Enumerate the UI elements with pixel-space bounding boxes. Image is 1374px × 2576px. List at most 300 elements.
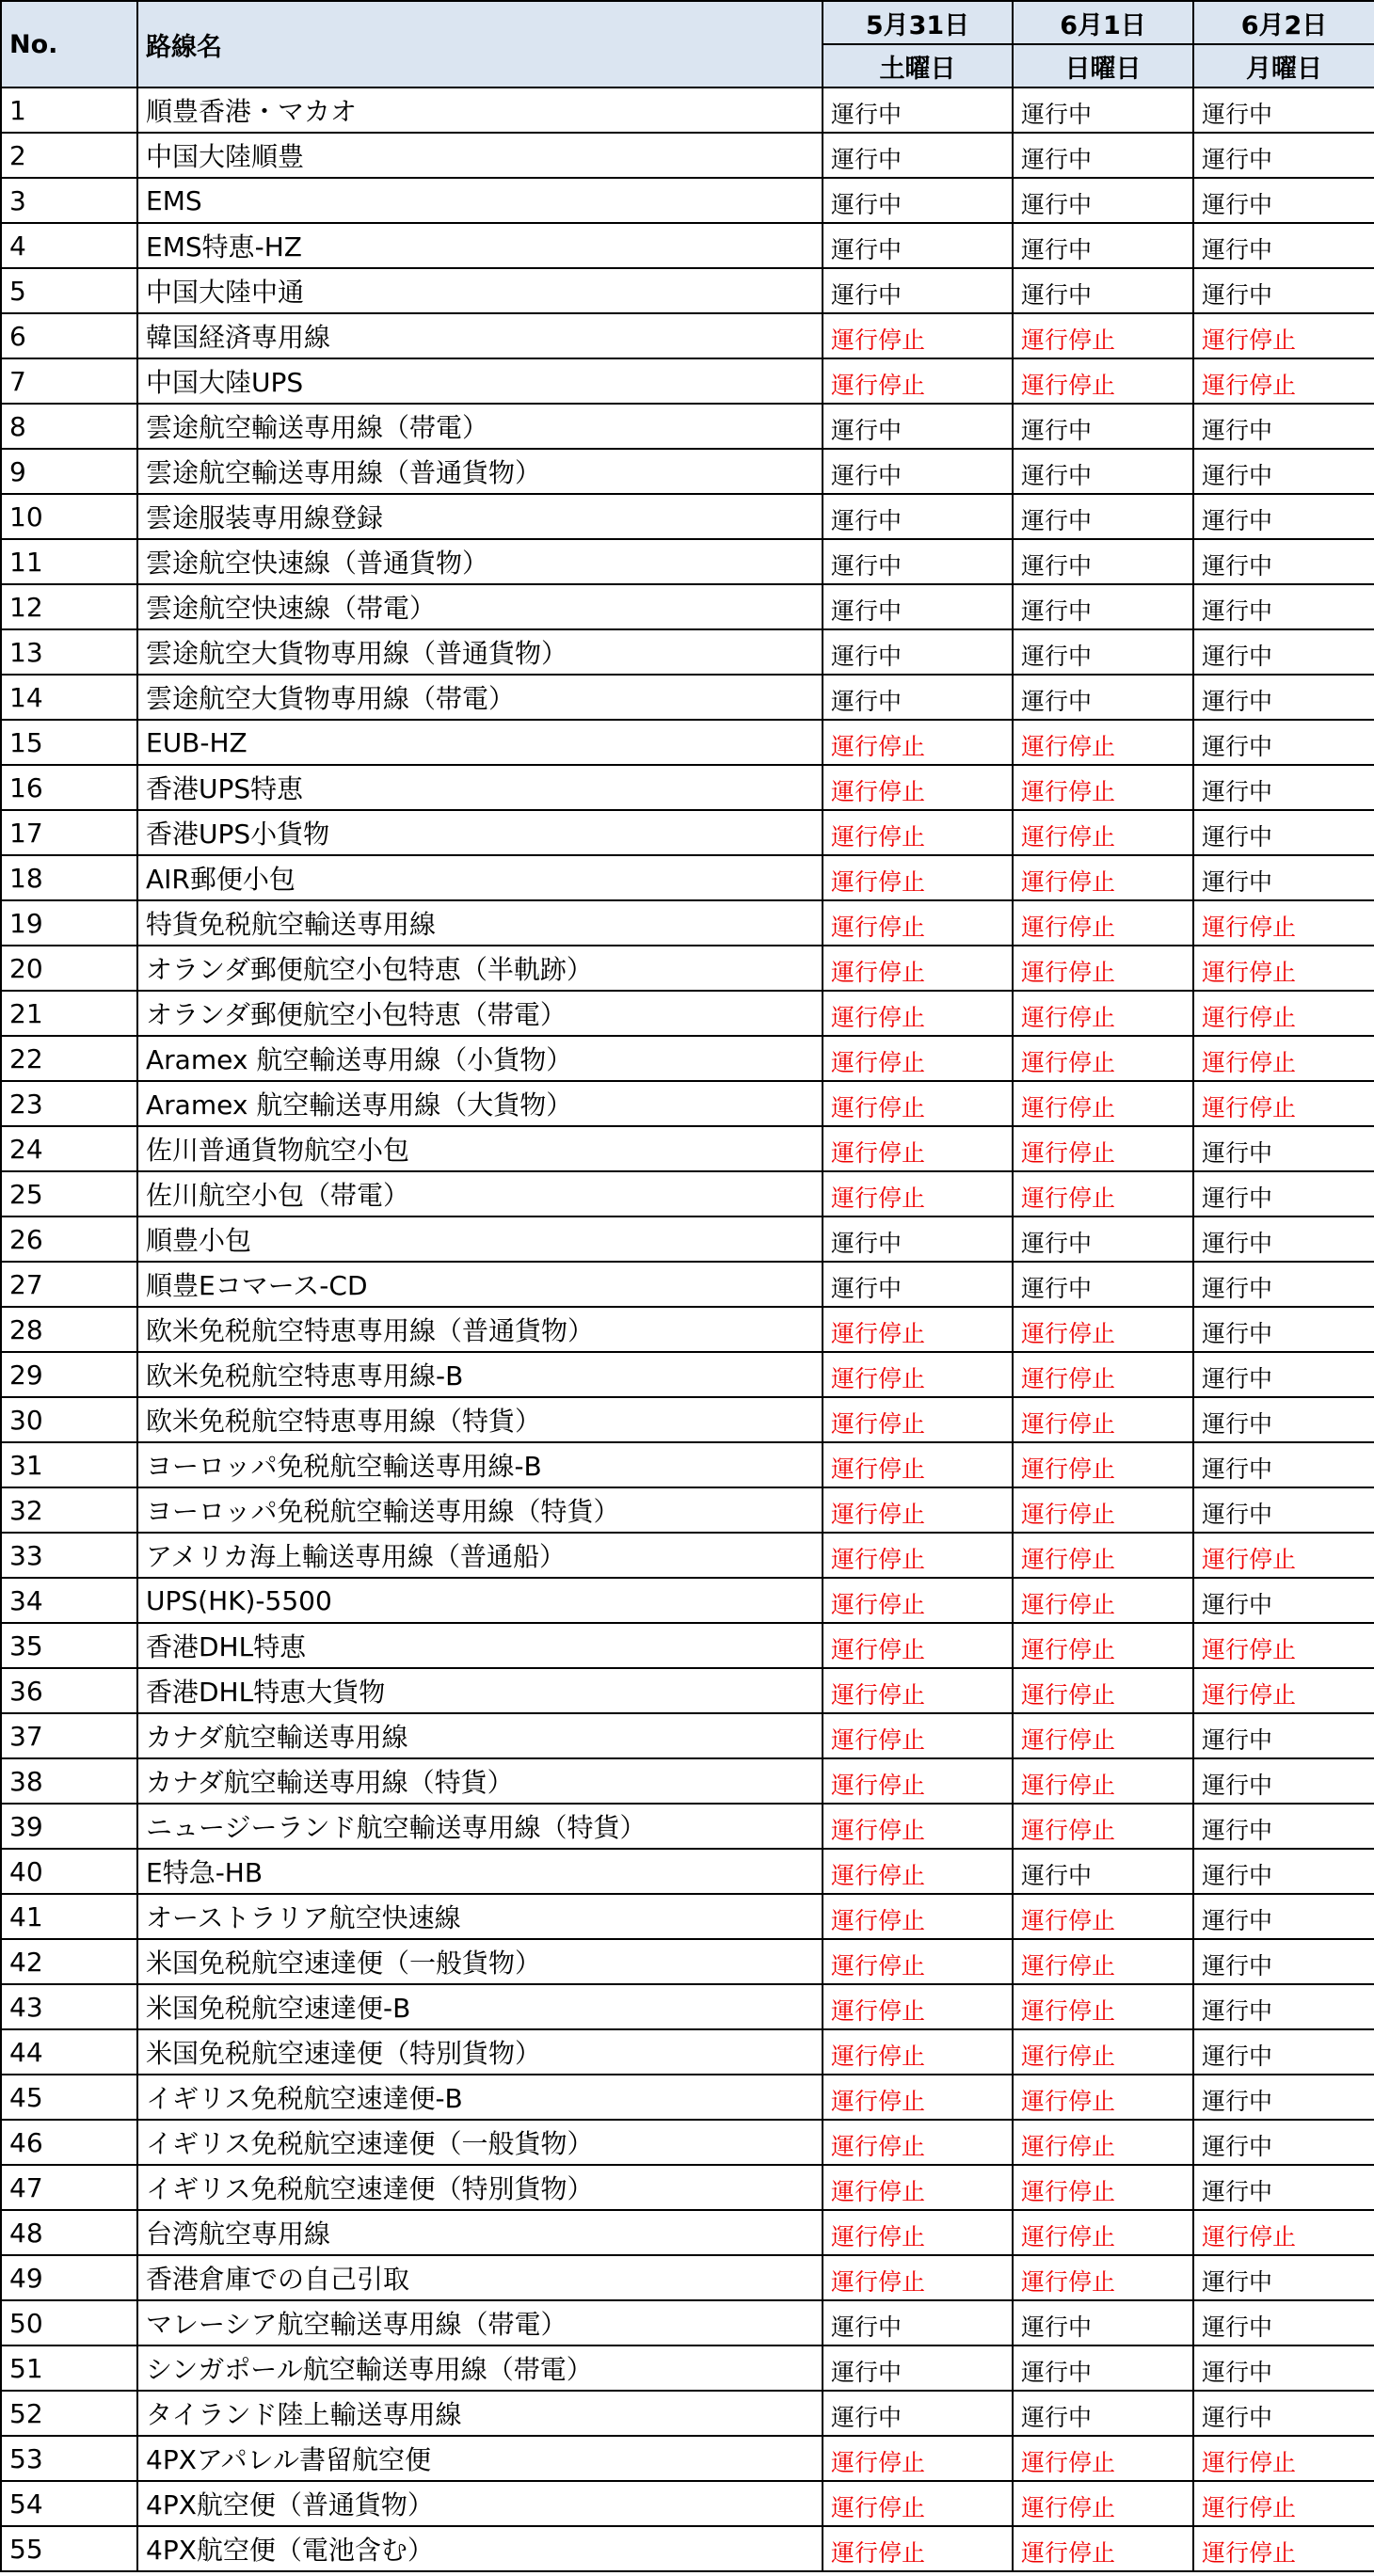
status-cell-day-2: 運行停止: [1013, 358, 1193, 404]
status-cell-day-3: 運行中: [1193, 494, 1374, 539]
status-cell-day-2: 運行停止: [1013, 1487, 1193, 1533]
status-cell-day-1: 運行中: [823, 2391, 1013, 2436]
table-row: [1, 178, 1374, 223]
status-cell-day-2: 運行停止: [1013, 1623, 1193, 1668]
status-cell-day-2: 運行停止: [1013, 2481, 1193, 2526]
table-row: [1, 2120, 1374, 2165]
row-number: 50: [1, 2300, 137, 2345]
status-cell-day-3: 運行中: [1193, 675, 1374, 720]
status-cell-day-1: 運行停止: [823, 1894, 1013, 1939]
row-number: 41: [1, 1894, 137, 1939]
row-number: 46: [1, 2120, 137, 2165]
status-cell-day-1: 運行中: [823, 2300, 1013, 2345]
status-cell-day-1: 運行停止: [823, 855, 1013, 900]
status-cell-day-2: 運行停止: [1013, 1533, 1193, 1578]
status-cell-day-1: 運行中: [823, 629, 1013, 675]
table-row: [1, 2075, 1374, 2120]
table-row: [1, 991, 1374, 1036]
row-number: 2: [1, 133, 137, 178]
status-cell-day-3: 運行停止: [1193, 1036, 1374, 1081]
row-number: 39: [1, 1804, 137, 1849]
status-cell-day-2: 運行停止: [1013, 1397, 1193, 1442]
row-number: 15: [1, 720, 137, 765]
status-cell-day-2: 運行停止: [1013, 946, 1193, 991]
table-row: [1, 1442, 1374, 1487]
table-row: [1, 494, 1374, 539]
status-cell-day-3: 運行中: [1193, 404, 1374, 449]
header-date-3: 6月2日: [1193, 1, 1374, 44]
status-cell-day-1: 運行停止: [823, 1442, 1013, 1487]
route-name: 4PX航空便（電池含む）: [137, 2526, 823, 2571]
header-no: No.: [1, 1, 137, 87]
table-row: [1, 539, 1374, 584]
route-name: カナダ航空輸送専用線: [137, 1713, 823, 1758]
table-row: [1, 629, 1374, 675]
status-cell-day-1: 運行中: [823, 449, 1013, 494]
status-cell-day-1: 運行停止: [823, 1849, 1013, 1894]
status-cell-day-3: 運行停止: [1193, 358, 1374, 404]
row-number: 43: [1, 1984, 137, 2029]
row-number: 12: [1, 584, 137, 629]
status-cell-day-2: 運行停止: [1013, 2436, 1193, 2481]
table-row: [1, 1894, 1374, 1939]
status-cell-day-1: 運行停止: [823, 991, 1013, 1036]
row-number: 26: [1, 1216, 137, 1262]
route-name: 中国大陸中通: [137, 268, 823, 313]
table-row: [1, 1668, 1374, 1713]
status-cell-day-3: 運行停止: [1193, 2526, 1374, 2571]
table-row: [1, 584, 1374, 629]
status-cell-day-3: 運行中: [1193, 810, 1374, 855]
status-cell-day-2: 運行中: [1013, 1262, 1193, 1307]
header-row-dates: [1, 1, 1374, 44]
table-row: [1, 855, 1374, 900]
row-number: 16: [1, 765, 137, 810]
route-name: 香港DHL特恵大貨物: [137, 1668, 823, 1713]
status-cell-day-1: 運行中: [823, 2345, 1013, 2391]
row-number: 10: [1, 494, 137, 539]
status-cell-day-3: 運行停止: [1193, 900, 1374, 946]
status-cell-day-3: 運行停止: [1193, 1668, 1374, 1713]
route-name: 雲途航空輸送専用線（普通貨物）: [137, 449, 823, 494]
status-cell-day-1: 運行停止: [823, 1487, 1013, 1533]
status-cell-day-2: 運行停止: [1013, 810, 1193, 855]
route-name: 中国大陸順豊: [137, 133, 823, 178]
status-cell-day-3: 運行中: [1193, 1442, 1374, 1487]
status-cell-day-3: 運行中: [1193, 1216, 1374, 1262]
table-row: [1, 1713, 1374, 1758]
row-number: 17: [1, 810, 137, 855]
route-name: AIR郵便小包: [137, 855, 823, 900]
status-cell-day-3: 運行中: [1193, 2300, 1374, 2345]
status-cell-day-3: 運行中: [1193, 1352, 1374, 1397]
table-row: [1, 765, 1374, 810]
table-row: [1, 810, 1374, 855]
status-cell-day-2: 運行中: [1013, 1849, 1193, 1894]
table-row: [1, 1216, 1374, 1262]
status-cell-day-2: 運行中: [1013, 2345, 1193, 2391]
row-number: 33: [1, 1533, 137, 1578]
status-cell-day-3: 運行中: [1193, 449, 1374, 494]
route-name: 欧米免税航空特恵専用線（特貨）: [137, 1397, 823, 1442]
status-cell-day-1: 運行停止: [823, 1126, 1013, 1171]
table-row: [1, 1397, 1374, 1442]
status-cell-day-2: 運行停止: [1013, 991, 1193, 1036]
status-cell-day-1: 運行停止: [823, 765, 1013, 810]
route-name: 韓国経済専用線: [137, 313, 823, 358]
table-row: [1, 1307, 1374, 1352]
status-cell-day-1: 運行中: [823, 223, 1013, 268]
route-name: 米国免税航空速達便（一般貨物）: [137, 1939, 823, 1984]
route-name: 米国免税航空速達便（特別貨物）: [137, 2029, 823, 2075]
status-cell-day-3: 運行中: [1193, 2165, 1374, 2210]
status-cell-day-2: 運行中: [1013, 87, 1193, 133]
status-cell-day-2: 運行停止: [1013, 1578, 1193, 1623]
route-name: 雲途航空大貨物専用線（帯電）: [137, 675, 823, 720]
status-cell-day-3: 運行中: [1193, 720, 1374, 765]
status-cell-day-1: 運行中: [823, 1262, 1013, 1307]
route-name: 雲途服装専用線登録: [137, 494, 823, 539]
status-cell-day-2: 運行停止: [1013, 2165, 1193, 2210]
route-name: タイランド陸上輸送専用線: [137, 2391, 823, 2436]
route-name: 香港倉庫での自己引取: [137, 2255, 823, 2300]
status-cell-day-2: 運行停止: [1013, 1352, 1193, 1397]
status-cell-day-2: 運行停止: [1013, 1171, 1193, 1216]
route-name: 香港UPS小貨物: [137, 810, 823, 855]
table-row: [1, 313, 1374, 358]
status-cell-day-3: 運行停止: [1193, 313, 1374, 358]
status-cell-day-1: 運行停止: [823, 358, 1013, 404]
status-cell-day-3: 運行停止: [1193, 946, 1374, 991]
status-cell-day-3: 運行中: [1193, 1758, 1374, 1804]
table-row: [1, 1939, 1374, 1984]
row-number: 31: [1, 1442, 137, 1487]
row-number: 53: [1, 2436, 137, 2481]
route-name: イギリス免税航空速達便（一般貨物）: [137, 2120, 823, 2165]
status-cell-day-3: 運行中: [1193, 1939, 1374, 1984]
route-name: ヨーロッパ免税航空輸送専用線（特貨）: [137, 1487, 823, 1533]
status-cell-day-2: 運行停止: [1013, 855, 1193, 900]
status-cell-day-3: 運行中: [1193, 2255, 1374, 2300]
status-cell-day-1: 運行中: [823, 675, 1013, 720]
status-cell-day-1: 運行停止: [823, 1397, 1013, 1442]
row-number: 18: [1, 855, 137, 900]
status-cell-day-2: 運行中: [1013, 178, 1193, 223]
status-cell-day-1: 運行停止: [823, 810, 1013, 855]
status-cell-day-3: 運行中: [1193, 87, 1374, 133]
row-number: 22: [1, 1036, 137, 1081]
row-number: 24: [1, 1126, 137, 1171]
route-name: 雲途航空輸送専用線（帯電）: [137, 404, 823, 449]
row-number: 51: [1, 2345, 137, 2391]
route-name: 雲途航空快速線（帯電）: [137, 584, 823, 629]
row-number: 30: [1, 1397, 137, 1442]
status-cell-day-3: 運行中: [1193, 2029, 1374, 2075]
status-cell-day-1: 運行中: [823, 539, 1013, 584]
row-number: 48: [1, 2210, 137, 2255]
status-cell-day-2: 運行停止: [1013, 2210, 1193, 2255]
route-name: UPS(HK)-5500: [137, 1578, 823, 1623]
status-cell-day-2: 運行停止: [1013, 2255, 1193, 2300]
route-name: 順豊香港・マカオ: [137, 87, 823, 133]
row-number: 29: [1, 1352, 137, 1397]
status-cell-day-1: 運行中: [823, 1216, 1013, 1262]
status-cell-day-2: 運行停止: [1013, 1036, 1193, 1081]
status-cell-day-2: 運行停止: [1013, 2075, 1193, 2120]
route-name: 順豊Eコマース-CD: [137, 1262, 823, 1307]
table-row: [1, 1036, 1374, 1081]
status-cell-day-1: 運行停止: [823, 2029, 1013, 2075]
status-cell-day-3: 運行中: [1193, 1397, 1374, 1442]
table-row: [1, 2345, 1374, 2391]
status-cell-day-2: 運行停止: [1013, 765, 1193, 810]
route-name: 特貨免税航空輸送専用線: [137, 900, 823, 946]
table-row: [1, 87, 1374, 133]
status-cell-day-2: 運行中: [1013, 133, 1193, 178]
route-name: イギリス免税航空速達便（特別貨物）: [137, 2165, 823, 2210]
table-row: [1, 2391, 1374, 2436]
status-cell-day-3: 運行中: [1193, 584, 1374, 629]
status-cell-day-2: 運行停止: [1013, 900, 1193, 946]
status-cell-day-1: 運行中: [823, 404, 1013, 449]
row-number: 6: [1, 313, 137, 358]
row-number: 36: [1, 1668, 137, 1713]
header-date-2: 6月1日: [1013, 1, 1193, 44]
status-cell-day-1: 運行停止: [823, 313, 1013, 358]
row-number: 21: [1, 991, 137, 1036]
row-number: 37: [1, 1713, 137, 1758]
status-cell-day-2: 運行停止: [1013, 1804, 1193, 1849]
status-cell-day-1: 運行中: [823, 494, 1013, 539]
status-cell-day-1: 運行停止: [823, 1533, 1013, 1578]
table-row: [1, 2300, 1374, 2345]
route-name: E特急-HB: [137, 1849, 823, 1894]
status-cell-day-2: 運行中: [1013, 223, 1193, 268]
status-cell-day-3: 運行中: [1193, 629, 1374, 675]
route-name: 4PXアパレル書留航空便: [137, 2436, 823, 2481]
status-cell-day-2: 運行中: [1013, 2391, 1193, 2436]
route-name: ニュージーランド航空輸送専用線（特貨）: [137, 1804, 823, 1849]
status-cell-day-3: 運行中: [1193, 133, 1374, 178]
status-cell-day-2: 運行停止: [1013, 2526, 1193, 2571]
status-cell-day-3: 運行中: [1193, 1849, 1374, 1894]
table-row: [1, 2165, 1374, 2210]
route-name: 香港UPS特恵: [137, 765, 823, 810]
status-cell-day-2: 運行停止: [1013, 1713, 1193, 1758]
row-number: 27: [1, 1262, 137, 1307]
row-number: 52: [1, 2391, 137, 2436]
route-name: Aramex 航空輸送専用線（小貨物）: [137, 1036, 823, 1081]
row-number: 49: [1, 2255, 137, 2300]
table-row: [1, 1262, 1374, 1307]
route-name: オーストラリア航空快速線: [137, 1894, 823, 1939]
row-number: 32: [1, 1487, 137, 1533]
table-row: [1, 1487, 1374, 1533]
table-header: [1, 1, 1374, 87]
table-row: [1, 946, 1374, 991]
status-cell-day-2: 運行中: [1013, 629, 1193, 675]
row-number: 23: [1, 1081, 137, 1126]
table-row: [1, 2255, 1374, 2300]
status-cell-day-3: 運行中: [1193, 1307, 1374, 1352]
row-number: 7: [1, 358, 137, 404]
route-name: 4PX航空便（普通貨物）: [137, 2481, 823, 2526]
header-weekday-1: 土曜日: [823, 44, 1013, 87]
row-number: 44: [1, 2029, 137, 2075]
status-cell-day-1: 運行中: [823, 584, 1013, 629]
status-cell-day-3: 運行中: [1193, 1984, 1374, 2029]
route-name: EMS: [137, 178, 823, 223]
route-name: 雲途航空大貨物専用線（普通貨物）: [137, 629, 823, 675]
status-cell-day-2: 運行停止: [1013, 1758, 1193, 1804]
row-number: 25: [1, 1171, 137, 1216]
row-number: 42: [1, 1939, 137, 1984]
status-cell-day-1: 運行停止: [823, 1578, 1013, 1623]
status-cell-day-3: 運行中: [1193, 1262, 1374, 1307]
status-cell-day-1: 運行中: [823, 87, 1013, 133]
status-cell-day-3: 運行停止: [1193, 2436, 1374, 2481]
status-cell-day-3: 運行中: [1193, 1894, 1374, 1939]
status-cell-day-3: 運行中: [1193, 2075, 1374, 2120]
table-row: [1, 675, 1374, 720]
status-cell-day-3: 運行停止: [1193, 1081, 1374, 1126]
status-cell-day-3: 運行停止: [1193, 991, 1374, 1036]
status-cell-day-3: 運行停止: [1193, 1533, 1374, 1578]
status-cell-day-3: 運行中: [1193, 223, 1374, 268]
table-row: [1, 2029, 1374, 2075]
table-row: [1, 1352, 1374, 1397]
row-number: 11: [1, 539, 137, 584]
table-row: [1, 720, 1374, 765]
table-row: [1, 2481, 1374, 2526]
table-row: [1, 1578, 1374, 1623]
row-number: 9: [1, 449, 137, 494]
status-cell-day-2: 運行中: [1013, 494, 1193, 539]
status-cell-day-2: 運行停止: [1013, 2029, 1193, 2075]
route-name: 佐川航空小包（帯電）: [137, 1171, 823, 1216]
row-number: 55: [1, 2526, 137, 2571]
status-cell-day-2: 運行停止: [1013, 1442, 1193, 1487]
status-cell-day-2: 運行停止: [1013, 313, 1193, 358]
status-cell-day-1: 運行停止: [823, 2526, 1013, 2571]
route-name: アメリカ海上輸送専用線（普通船）: [137, 1533, 823, 1578]
status-cell-day-1: 運行停止: [823, 1081, 1013, 1126]
status-cell-day-2: 運行停止: [1013, 1668, 1193, 1713]
status-cell-day-1: 運行停止: [823, 1307, 1013, 1352]
row-number: 40: [1, 1849, 137, 1894]
row-number: 47: [1, 2165, 137, 2210]
status-cell-day-1: 運行停止: [823, 2436, 1013, 2481]
route-name: カナダ航空輸送専用線（特貨）: [137, 1758, 823, 1804]
status-cell-day-3: 運行中: [1193, 765, 1374, 810]
status-cell-day-1: 運行停止: [823, 1713, 1013, 1758]
status-cell-day-3: 運行中: [1193, 1713, 1374, 1758]
status-cell-day-2: 運行停止: [1013, 1939, 1193, 1984]
status-cell-day-1: 運行中: [823, 133, 1013, 178]
table-row: [1, 133, 1374, 178]
table-row: [1, 1849, 1374, 1894]
status-cell-day-1: 運行停止: [823, 1758, 1013, 1804]
status-cell-day-1: 運行停止: [823, 720, 1013, 765]
row-number: 45: [1, 2075, 137, 2120]
table-row: [1, 1126, 1374, 1171]
row-number: 35: [1, 1623, 137, 1668]
status-cell-day-1: 運行中: [823, 178, 1013, 223]
table-row: [1, 1081, 1374, 1126]
row-number: 5: [1, 268, 137, 313]
route-name: 雲途航空快速線（普通貨物）: [137, 539, 823, 584]
status-cell-day-1: 運行停止: [823, 1171, 1013, 1216]
status-cell-day-3: 運行中: [1193, 2345, 1374, 2391]
status-cell-day-2: 運行中: [1013, 1216, 1193, 1262]
route-name: 佐川普通貨物航空小包: [137, 1126, 823, 1171]
status-cell-day-2: 運行中: [1013, 539, 1193, 584]
status-cell-day-3: 運行中: [1193, 1171, 1374, 1216]
status-cell-day-2: 運行停止: [1013, 2120, 1193, 2165]
route-name: イギリス免税航空速達便-B: [137, 2075, 823, 2120]
table-row: [1, 404, 1374, 449]
route-name: Aramex 航空輸送専用線（大貨物）: [137, 1081, 823, 1126]
route-name: ヨーロッパ免税航空輸送専用線-B: [137, 1442, 823, 1487]
table-row: [1, 900, 1374, 946]
status-cell-day-2: 運行中: [1013, 675, 1193, 720]
status-cell-day-1: 運行停止: [823, 1623, 1013, 1668]
table-row: [1, 223, 1374, 268]
status-cell-day-2: 運行停止: [1013, 1081, 1193, 1126]
row-number: 3: [1, 178, 137, 223]
route-name: マレーシア航空輸送専用線（帯電）: [137, 2300, 823, 2345]
table-row: [1, 2210, 1374, 2255]
status-cell-day-2: 運行停止: [1013, 1894, 1193, 1939]
route-name: 米国免税航空速達便-B: [137, 1984, 823, 2029]
table-row: [1, 1171, 1374, 1216]
status-cell-day-1: 運行停止: [823, 2210, 1013, 2255]
route-name: シンガポール航空輸送専用線（帯電）: [137, 2345, 823, 2391]
route-name: EMS特恵-HZ: [137, 223, 823, 268]
status-cell-day-3: 運行中: [1193, 539, 1374, 584]
route-name: 台湾航空専用線: [137, 2210, 823, 2255]
status-cell-day-3: 運行中: [1193, 1804, 1374, 1849]
route-name: オランダ郵便航空小包特恵（半軌跡）: [137, 946, 823, 991]
status-cell-day-2: 運行停止: [1013, 1307, 1193, 1352]
status-cell-day-3: 運行停止: [1193, 2210, 1374, 2255]
row-number: 14: [1, 675, 137, 720]
status-cell-day-1: 運行停止: [823, 2481, 1013, 2526]
row-number: 20: [1, 946, 137, 991]
status-cell-day-2: 運行停止: [1013, 1984, 1193, 2029]
row-number: 28: [1, 1307, 137, 1352]
status-cell-day-2: 運行中: [1013, 2300, 1193, 2345]
status-cell-day-1: 運行停止: [823, 2075, 1013, 2120]
row-number: 19: [1, 900, 137, 946]
header-date-1: 5月31日: [823, 1, 1013, 44]
status-cell-day-3: 運行中: [1193, 2391, 1374, 2436]
table-row: [1, 1804, 1374, 1849]
table-row: [1, 2526, 1374, 2571]
table-body: [1, 87, 1374, 2571]
table-row: [1, 1758, 1374, 1804]
status-cell-day-3: 運行中: [1193, 2120, 1374, 2165]
status-cell-day-3: 運行中: [1193, 1487, 1374, 1533]
route-name: 中国大陸UPS: [137, 358, 823, 404]
status-cell-day-2: 運行停止: [1013, 720, 1193, 765]
table-row: [1, 1533, 1374, 1578]
status-cell-day-1: 運行停止: [823, 1352, 1013, 1397]
status-cell-day-3: 運行中: [1193, 855, 1374, 900]
table-row: [1, 1623, 1374, 1668]
route-name: 香港DHL特恵: [137, 1623, 823, 1668]
table-row: [1, 2436, 1374, 2481]
